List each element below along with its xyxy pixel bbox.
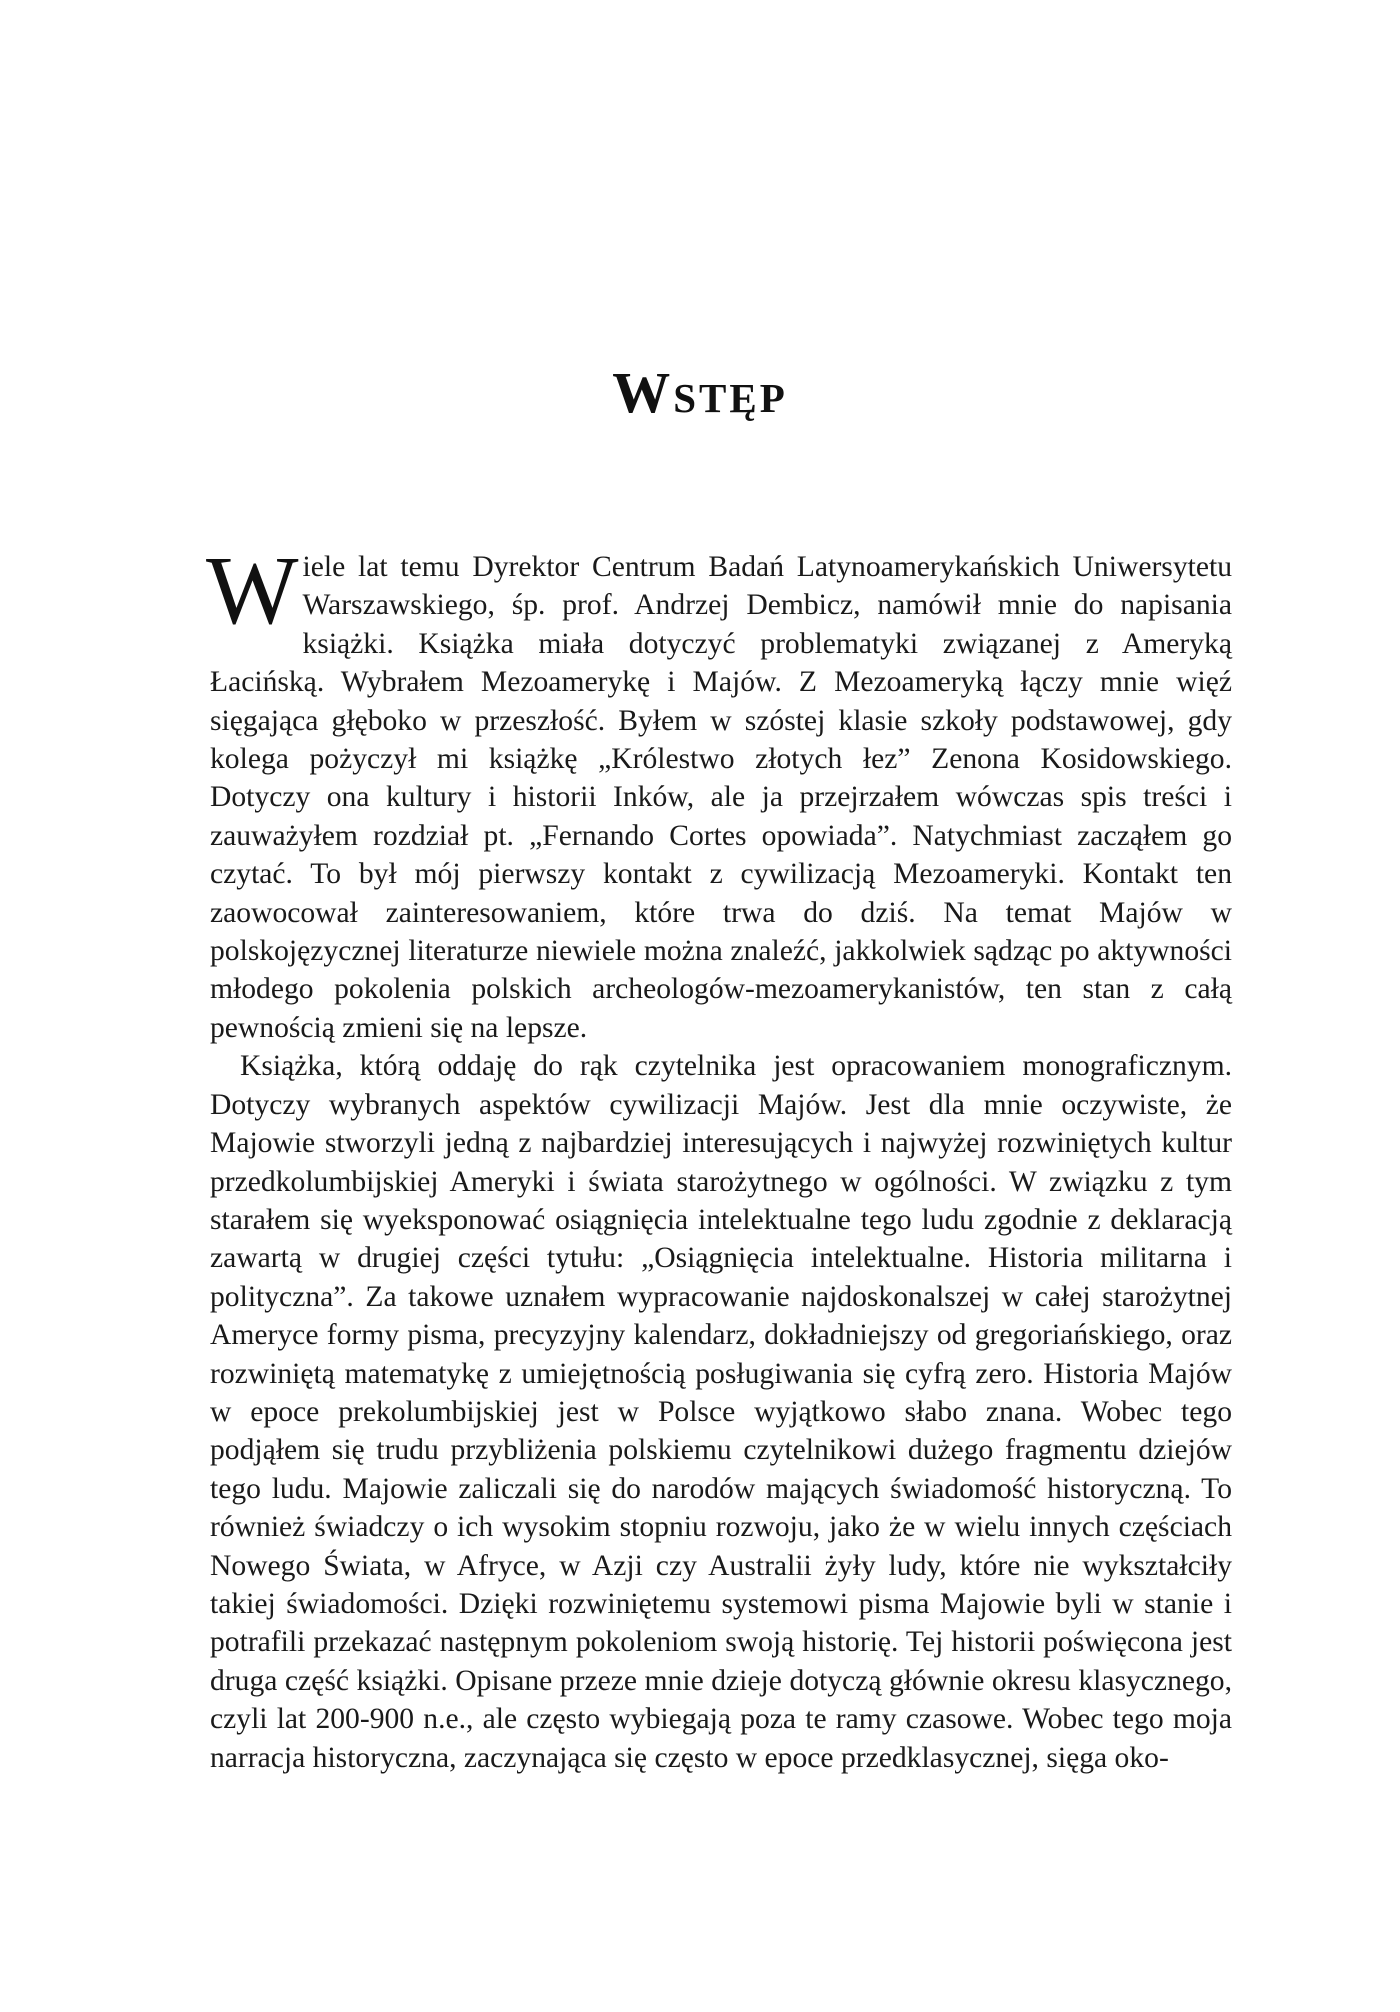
drop-cap: W [206,537,299,645]
paragraph-1-text: iele lat temu Dyrektor Centrum Badań Latynoamerykańskich Uniwersytetu Warszawskiego, śp. prof. Andrzej Dembicz, namówił mnie do napisania książki. Książka miała dotyczyć problematyki związanej z Ameryką Łacińską. Wybrałem Mezoamerykę i Majów. Z Mezoameryką łączy mnie więź sięgająca głęboko w przeszłość. Byłem w szóstej klasie szkoły podstawowej, gdy kolega pożyczył mi książkę „Królestwo złotych łez” Zenona Kosidowskiego. Dotyczy ona kultury i historii Inków, ale ja przejrzałem wówczas spis treści i zauważyłem rozdział pt. „Fernando Cortes opowiada”. Natychmiast zacząłem go czytać. To był mój pierwszy kontakt z cywilizacją Mezoameryki. Kontakt ten zaowocował zainteresowaniem, które trwa do dziś. Na temat Majów w polskojęzycznej literaturze niewiele można znaleźć, jakkolwiek sądząc po aktywności młodego pokolenia polskich archeologów-mezoamerykanistów, ten stan z całą pewnością zmieni się na lepsze. [210,551,1232,1044]
paragraph-2 [210,1047,1232,1777]
chapter-body [206,537,1232,1777]
paragraph-1 [206,537,1232,1047]
paragraph-2-text: Książka, którą oddaję do rąk czytelnika jest opracowaniem monograficznym. Dotyczy wybranych aspektów cywilizacji Majów. Jest dla mnie oczywiste, że Majowie stworzyli jedną z najbardziej interesujących i najwyżej rozwiniętych kultur przedkolumbijskiej Ameryki i świata starożytnego w ogólności. W związku z tym starałem się wyeksponować osiągnięcia intelektualne tego ludu zgodnie z deklaracją zawartą w drugiej części tytułu: „Osiągnięcia intelektualne. Historia militarna i polityczna”. Za takowe uznałem wypracowanie najdoskonalszej w całej starożytnej Ameryce formy pisma, precyzyjny kalendarz, dokładniejszy od gregoriańskiego, oraz rozwiniętą matematykę z umiejętnością posługiwania się cyfrą zero. Historia Majów w epoce prekolumbijskiej jest w Polsce wyjątkowo słabo znana. Wobec tego podjąłem się trudu przybliżenia polskiemu czytelnikowi dużego fragmentu dziejów tego ludu. Majowie zaliczali się do narodów mających świadomość historyczną. To również świadczy o ich wysokim stopniu rozwoju, jako że w wielu innych częściach Nowego Świata, w Afryce, w Azji czy Australii żyły ludy, które nie wykształciły takiej świadomości. Dzięki rozwiniętemu systemowi pisma Majowie byli w stanie i potrafili przekazać następnym pokoleniom swoją historię. Tej historii poświęcona jest druga część książki. Opisane przeze mnie dzieje dotyczą głównie okresu klasycznego, czyli lat 200-900 n.e., ale często wybiegają poza te ramy czasowe. Wobec tego moja narracja historyczna, zaczynająca się często w epoce przedklasycznej, sięga oko- [210,1050,1232,1774]
chapter-title: Wstęp [612,360,788,425]
